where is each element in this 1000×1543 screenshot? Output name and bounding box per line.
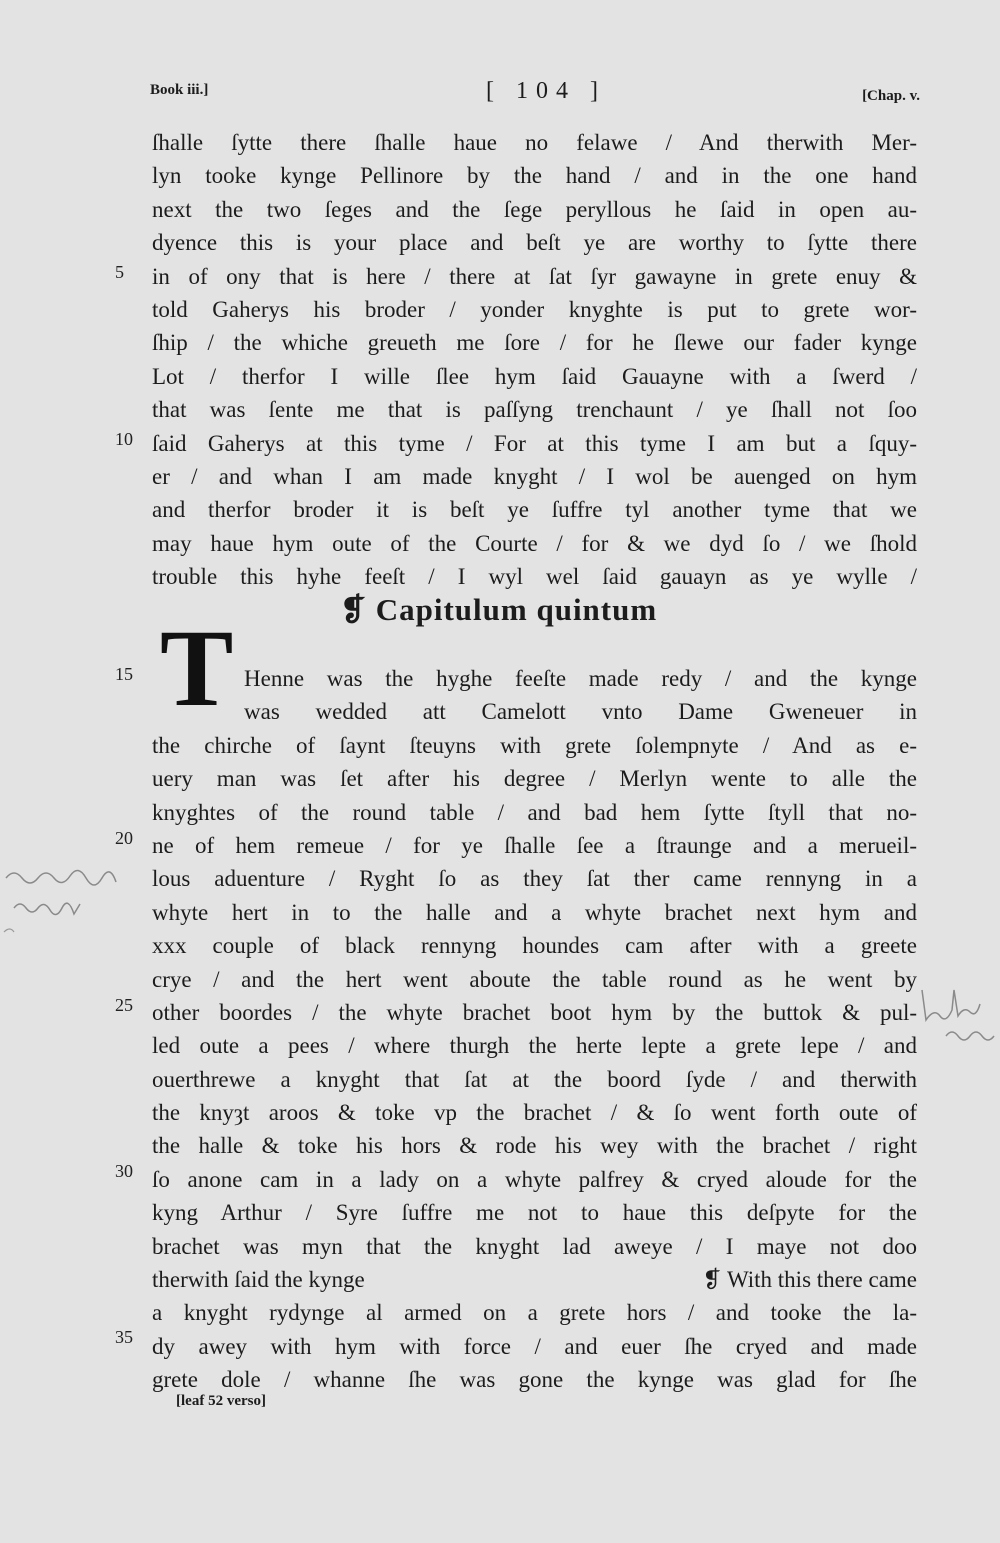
handwritten-marginalia-right xyxy=(916,980,1000,1050)
text-line: the halle & toke his hors & rode his wey with the brachet / right xyxy=(152,1133,917,1159)
line-number: 5 xyxy=(115,262,124,282)
chapter-label: [Chap. v. xyxy=(862,88,920,104)
text-line: ſaid Gaherys at this tyme / For at this tyme I am but a ſquy- xyxy=(152,430,917,456)
text-line: ſhalle ſytte there ſhalle haue no felawe / And therwith Mer- xyxy=(152,130,917,155)
text-line: the chirche of ſaynt ſteuyns with grete ſolempnyte / And as e- xyxy=(152,732,917,758)
text-line: whyte hert in to the halle and a whyte brachet next hym and xyxy=(152,899,917,925)
text-line: Henne was the hyghe feeſte made redy / and the kynge xyxy=(244,666,917,691)
text-line: trouble this hyhe feeſt / I wyl wel ſaid gauayn as ye wylle / xyxy=(152,564,917,590)
text-line: told Gaherys his broder / yonder knyghte is put to grete wor- xyxy=(152,296,917,322)
text-line: Lot / therfor I wille ſlee hym ſaid Gauayne with a ſwerd / xyxy=(152,363,917,389)
text-line: er / and whan I am made knyght / I wol be auenged on hym xyxy=(152,463,917,489)
text-block-upper xyxy=(152,126,917,593)
line-number: 20 xyxy=(115,828,133,848)
chapter-heading: ❡ Capitulum quintum xyxy=(340,592,658,627)
text-line: lous aduenture / Ryght ſo as they ſat ther came rennyng in a xyxy=(152,866,917,892)
text-line: kyng Arthur / Syre ſuffre me not to haue this deſpyte for the xyxy=(152,1200,917,1226)
text-line: crye / and the hert went aboute the table round as he went by xyxy=(152,966,917,992)
text-line: in of ony that is here / there at ſat ſyr gawayne in grete enuy & xyxy=(152,263,917,289)
line-number: 10 xyxy=(115,429,133,449)
text-line: uery man was ſet after his degree / Merlyn wente to alle the xyxy=(152,766,917,792)
line-number: 15 xyxy=(115,664,133,684)
line-number: 35 xyxy=(115,1327,133,1347)
text-line: dyence this is your place and beſt ye are worthy to ſytte there xyxy=(152,230,917,256)
text-line: knyghtes of the round table / and bad hem ſytte ſtyll that no- xyxy=(152,799,917,825)
text-line-left: therwith ſaid the kynge xyxy=(152,1267,365,1293)
leaf-reference: [leaf 52 verso] xyxy=(176,1393,266,1409)
line-number: 25 xyxy=(115,995,133,1015)
text-line: dy awey with hym with force / and euer ſhe cryed and made xyxy=(152,1333,917,1359)
text-line: a knyght rydynge al armed on a grete hors / and tooke the la- xyxy=(152,1300,917,1326)
text-line-split xyxy=(152,1263,917,1296)
running-header xyxy=(150,78,920,112)
text-line: brachet was myn that the knyght lad aweye / I maye not doo xyxy=(152,1233,917,1259)
text-line: grete dole / whanne ſhe was gone the kynge was glad for ſhe xyxy=(152,1367,917,1393)
text-line: that was ſente me that is paſſyng trenchaunt / ye ſhall not ſoo xyxy=(152,397,917,423)
text-line: xxx couple of black rennyng houndes cam after with a greete xyxy=(152,933,917,959)
text-line: other boordes / the whyte brachet boot hym by the buttok & pul- xyxy=(152,999,917,1025)
page-number: [ 104 ] xyxy=(486,78,606,104)
drop-capital: T xyxy=(160,607,234,729)
text-line: lyn tooke kynge Pellinore by the hand / and in the one hand xyxy=(152,163,917,189)
text-line: next the two ſeges and the ſege peryllous he ſaid in open au- xyxy=(152,196,917,222)
text-line: was wedded att Camelott vnto Dame Gweneuer in xyxy=(244,699,917,725)
text-line: led oute a pees / where thurgh the herte lepte a grete lepe / and xyxy=(152,1033,917,1059)
text-line: may haue hym oute of the Courte / for & we dyd ſo / we ſhold xyxy=(152,530,917,556)
text-line: ne of hem remeue / for ye ſhalle ſee a ſtraunge and a merueil- xyxy=(152,832,917,858)
line-number: 30 xyxy=(115,1161,133,1181)
pilcrow-paragraph-start: ❡ With this there came xyxy=(702,1267,917,1293)
text-line: and therfor broder it is beſt ye ſuffre tyl another tyme that we xyxy=(152,497,917,523)
text-line: the knyȝt aroos & toke vp the brachet / & ſo went forth oute of xyxy=(152,1100,917,1126)
text-block-lower xyxy=(152,662,917,1397)
book-label: Book iii.] xyxy=(150,82,209,98)
text-line: ouerthrewe a knyght that ſat at the boord ſyde / and therwith xyxy=(152,1066,917,1092)
handwritten-marginalia-left xyxy=(0,860,140,940)
text-line: ſo anone cam in a lady on a whyte palfrey & cryed aloude for the xyxy=(152,1166,917,1192)
text-line: ſhip / the whiche greueth me ſore / for he ſlewe our fader kynge xyxy=(152,330,917,356)
